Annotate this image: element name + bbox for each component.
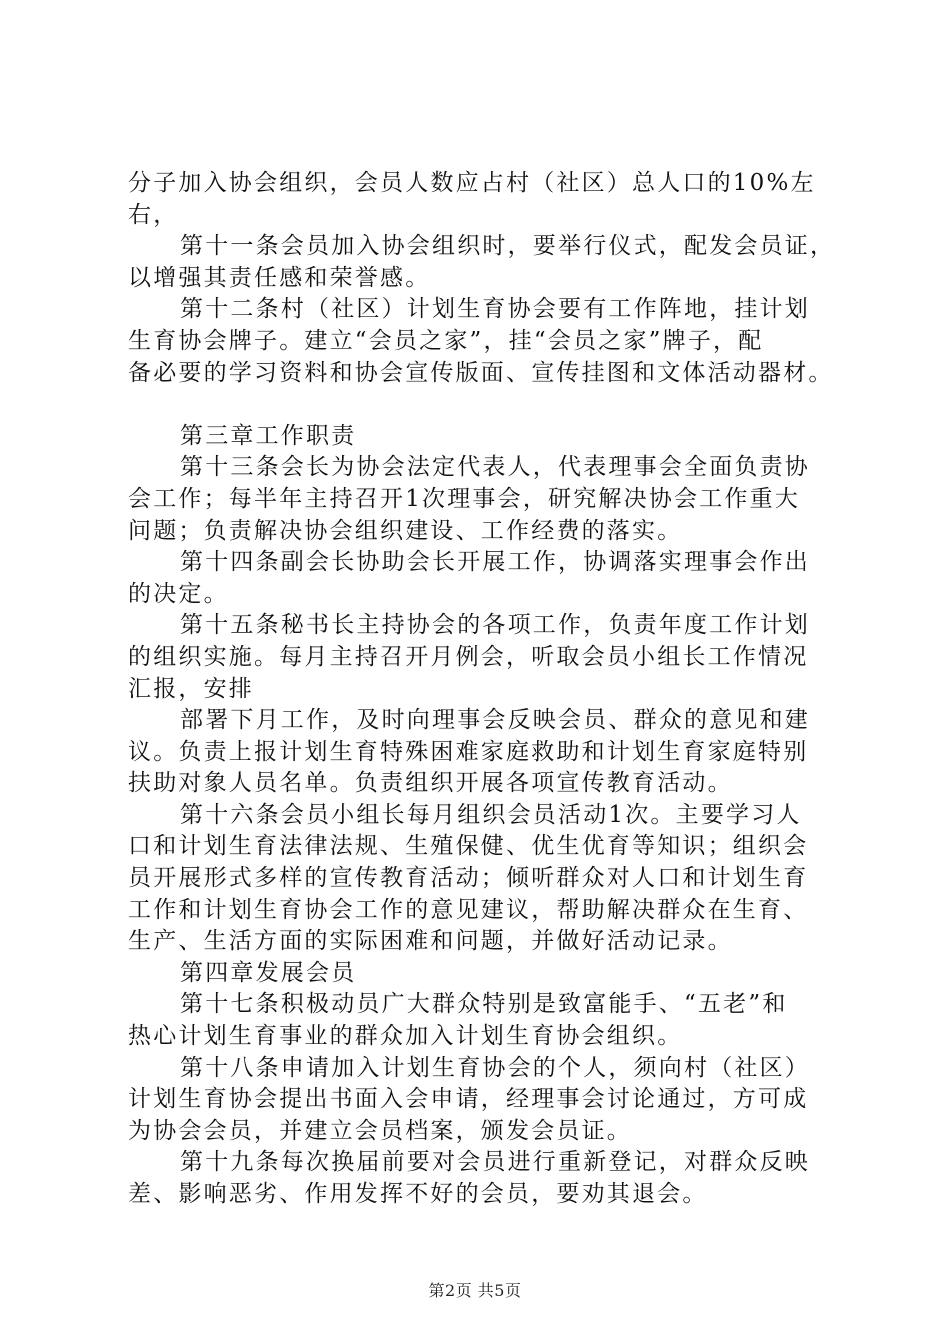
text-line: 差、影响恶劣、作用发挥不好的会员，要劝其退会。 bbox=[128, 1181, 708, 1207]
text-line: 口和计划生育法律法规、生殖保健、优生优育等知识；组织会 bbox=[128, 833, 809, 860]
article-19: 第十九条每次换届前要对会员进行重新登记，对群众反映 bbox=[180, 1149, 810, 1176]
text-line: 扶助对象人员名单。负责组织开展各项宣传教育活动。 bbox=[128, 770, 733, 797]
text-line: 以增强其责任感和荣誉感。 bbox=[128, 264, 431, 291]
text-line: 会工作；每半年主持召开1次理事会，研究解决协会工作重大 bbox=[128, 485, 801, 512]
text-line: 分子加入协会组织，会员人数应占村（社区）总人口的10%左 bbox=[128, 170, 816, 196]
text-line: 员开展形式多样的宣传教育活动；倾听群众对人口和计划生育 bbox=[128, 865, 809, 892]
text-line: 问题；负责解决协会组织建设、工作经费的落实。 bbox=[128, 517, 683, 544]
text-line: 的组织实施。每月主持召开月例会，听取会员小组长工作情况 bbox=[128, 643, 809, 670]
text-line: 的决定。 bbox=[128, 580, 229, 607]
article-14: 第十四条副会长协助会长开展工作，协调落实理事会作出 bbox=[180, 549, 810, 576]
text-line: 为协会会员，并建立会员档案，颁发会员证。 bbox=[128, 1117, 632, 1144]
text-line: 生产、生活方面的实际困难和问题，并做好活动记录。 bbox=[128, 928, 733, 955]
paragraph-gap bbox=[128, 389, 828, 421]
page-number-footer: 第2页 共5页 bbox=[428, 1281, 522, 1300]
text-line: 计划生育协会提出书面入会申请，经理事会讨论通过，方可成 bbox=[128, 1086, 809, 1113]
text-line: 汇报，安排 bbox=[128, 675, 254, 702]
article-13: 第十三条会长为协会法定代表人，代表理事会全面负责协 bbox=[180, 454, 810, 481]
article-11: 第十一条会员加入协会组织时，要举行仪式，配发会员证， bbox=[180, 233, 836, 260]
article-16: 第十六条会员小组长每月组织会员活动1次。主要学习人 bbox=[180, 801, 802, 828]
article-12: 第十二条村（社区）计划生育协会要有工作阵地，挂计划 bbox=[180, 296, 810, 323]
chapter-3-heading: 第三章工作职责 bbox=[180, 422, 357, 449]
article-18: 第十八条申请加入计划生育协会的个人，须向村（社区） bbox=[180, 1054, 810, 1081]
text-line: 部署下月工作，及时向理事会反映会员、群众的意见和建 bbox=[180, 707, 810, 734]
chapter-4-heading: 第四章发展会员 bbox=[180, 959, 357, 986]
text-line: 热心计划生育事业的群众加入计划生育协会组织。 bbox=[128, 1023, 683, 1050]
text-line: 备必要的学习资料和协会宣传版面、宣传挂图和文体活动器材。 bbox=[128, 359, 834, 386]
article-15: 第十五条秘书长主持协会的各项工作，负责年度工作计划 bbox=[180, 612, 810, 639]
document-body bbox=[128, 168, 836, 1211]
text-line: 议。负责上报计划生育特殊困难家庭救助和计划生育家庭特别 bbox=[128, 738, 809, 765]
article-17: 第十七条积极动员广大群众特别是致富能手、“五老”和 bbox=[180, 991, 788, 1018]
text-line: 右， bbox=[128, 201, 179, 228]
text-line: 工作和计划生育协会工作的意见建议，帮助解决群众在生育、 bbox=[128, 896, 809, 923]
text-line: 生育协会牌子。建立“会员之家”，挂“会员之家”牌子，配 bbox=[128, 327, 764, 354]
